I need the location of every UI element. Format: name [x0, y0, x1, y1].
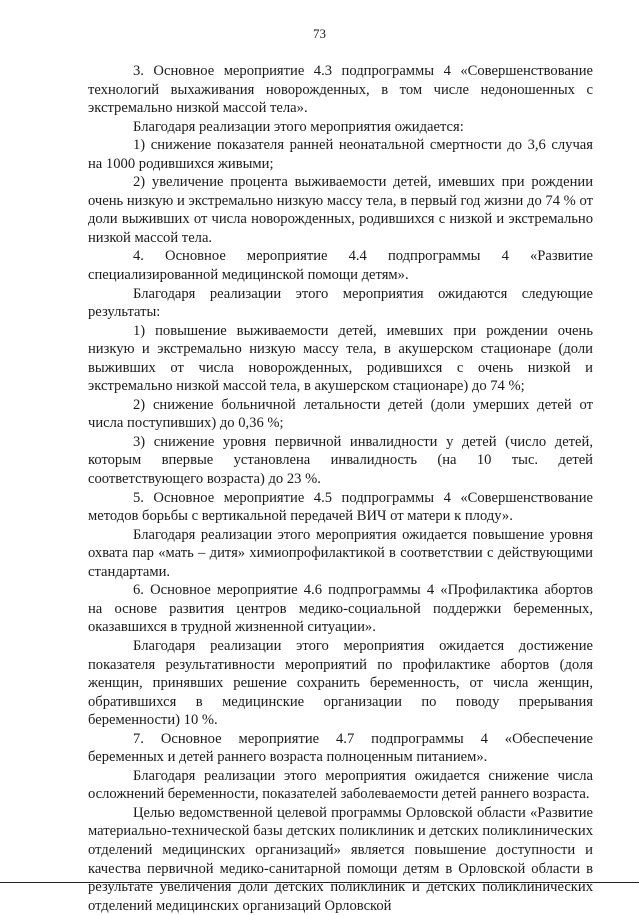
paragraph-expected-results-intro: Благодаря реализации этого мероприятия ожидается: — [133, 118, 464, 135]
paragraph-departmental-program-goal: Целью ведомственной целевой программы Орловской области «Развитие материально-технической базы детских поликлиник и детских поликлинических отделений медицинских организаций» является повышение доступности и качества первичной медико-санитарной помощи детям в Орловской области в результате увеличения доли детских поликлиник и детских поликлинических отделений медицинских организаций Орловской — [88, 804, 593, 914]
paragraph-measure-4-6-results: Благодаря реализации этого мероприятия ожидается достижение показателя результативности мероприятий по профилактике абортов (доля женщин, принявших решение сохранить беременность, от числа женщин, обратившихся в медицинские организации по поводу прерывания беременности) 10 %. — [88, 637, 593, 729]
paragraph-result-survival-maternity: 1) повышение выживаемости детей, имевших при рождении очень низкую и экстремально низкую массу тела, в акушерском стационаре (доли выживших от числа новорожденных, родившихся с очень низкой и экстремально низкой массой тела, в акушерском стационаре) до 74 %; — [88, 322, 593, 395]
paragraph-result-hospital-lethality: 2) снижение больничной летальности детей (доли умерших детей от числа поступивших) до 0,36 %; — [88, 396, 593, 432]
paragraph-result-disability: 3) снижение уровня первичной инвалидности у детей (число детей, которым впервые установлена инвалидность (на 10 тыс. детей соответствующего возраста) до 23 %. — [88, 433, 593, 488]
paragraph-measure-4-4-title: 4. Основное мероприятие 4.4 подпрограммы 4 «Развитие специализированной медицинской помощи детям». — [88, 248, 593, 284]
paragraph-measure-4-7-title: 7. Основное мероприятие 4.7 подпрограммы 4 «Обеспечение беременных и детей раннего возраста полноценным питанием». — [88, 730, 593, 766]
paragraph-measure-4-3-title: 3. Основное мероприятие 4.3 подпрограммы 4 «Совершенствование технологий выхаживания новорожденных, в том числе недоношенных с экстремально низкой массой тела». — [88, 63, 593, 117]
paragraph-measure-4-5-results: Благодаря реализации этого мероприятия ожидается повышение уровня охвата пар «мать – дитя» химиопрофилактикой в соответствии с действующими стандартами. — [88, 526, 593, 580]
paragraph-expected-results-intro: Благодаря реализации этого мероприятия ожидаются следующие результаты: — [88, 285, 593, 321]
paragraph-measure-4-7-results: Благодаря реализации этого мероприятия ожидается снижение числа осложнений беременности, показателей заболеваемости детей раннего возраста. — [88, 767, 593, 803]
page-number: 73 — [313, 26, 326, 41]
paragraph-measure-4-5-title: 5. Основное мероприятие 4.5 подпрограммы 4 «Совершенствование методов борьбы с вертикальной передачей ВИЧ от матери к плоду». — [88, 489, 593, 525]
bottom-rule — [0, 882, 639, 883]
paragraph-result-survival-first-year: 2) увеличение процента выживаемости детей, имевших при рождении очень низкую и экстремально низкую массу тела, в первый год жизни до 74 % от доли выживших от числа новорожденных, родившихся с низкой и экстремально низкой массой тела. — [88, 174, 593, 246]
document-body — [88, 62, 593, 915]
paragraph-result-neonatal-mortality: 1) снижение показателя ранней неонатальной смертности до 3,6 случая на 1000 родившихся живыми; — [88, 137, 593, 172]
paragraph-measure-4-6-title: 6. Основное мероприятие 4.6 подпрограммы 4 «Профилактика абортов на основе развития центров медико-социальной поддержки беременных, оказавшихся в трудной жизненной ситуации». — [88, 582, 593, 636]
